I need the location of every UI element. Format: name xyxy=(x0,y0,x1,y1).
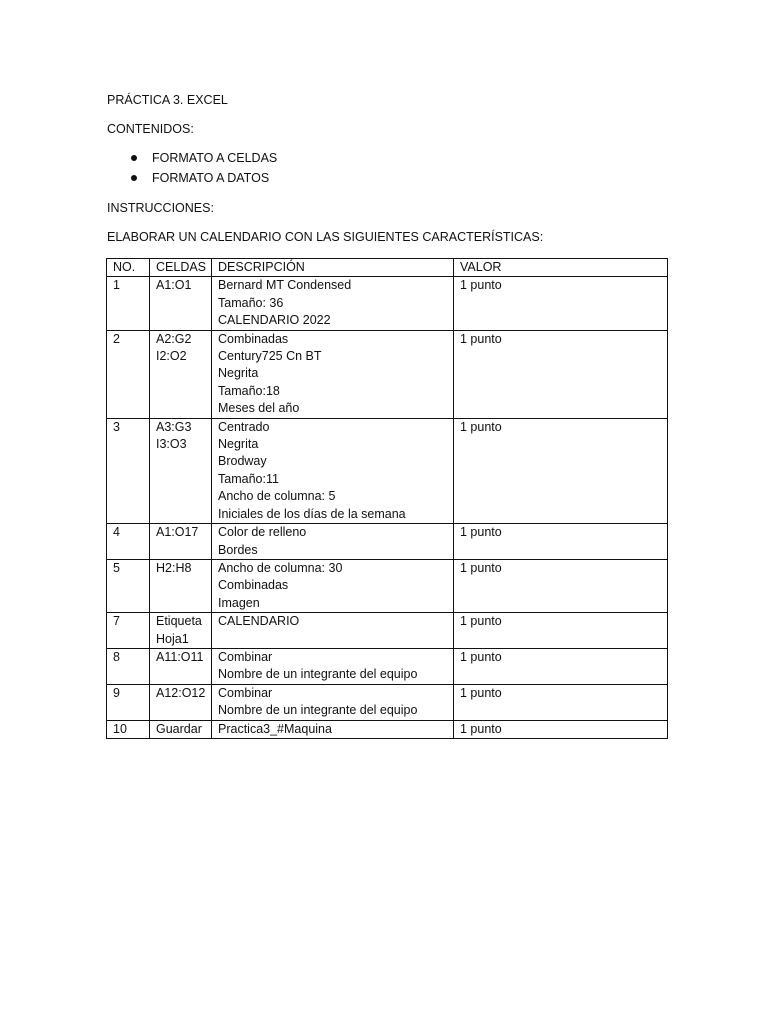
description-cell xyxy=(212,330,454,418)
document-title: PRÁCTICA 3. EXCEL xyxy=(107,93,228,107)
cell-range-cell xyxy=(150,613,212,649)
description-line: Centrado xyxy=(218,419,270,434)
cell-range-line: A1:O1 xyxy=(156,278,192,293)
cell-range-line: Hoja1 xyxy=(156,631,189,646)
value-cell: 1 punto xyxy=(454,418,668,523)
row-number-cell: 8 xyxy=(107,648,150,684)
cell-range-cell xyxy=(150,684,212,720)
description-line: Tamaño:18 xyxy=(218,383,280,398)
instructions-heading: INSTRUCCIONES: xyxy=(107,201,214,215)
description-line: Ancho de columna: 30 xyxy=(218,560,343,575)
cell-range-cell xyxy=(150,524,212,560)
cell-range-line: A3:G3 xyxy=(156,419,192,434)
description-cell xyxy=(212,277,454,330)
value-cell: 1 punto xyxy=(454,559,668,612)
table-row xyxy=(107,648,668,684)
description-line: Bernard MT Condensed xyxy=(218,278,352,293)
cell-range-line: A1:O17 xyxy=(156,525,199,540)
cell-range-line: I3:O3 xyxy=(156,437,187,452)
table-row xyxy=(107,613,668,649)
row-number-cell: 10 xyxy=(107,720,150,738)
cell-range-cell xyxy=(150,720,212,738)
cell-range-cell xyxy=(150,559,212,612)
cell-range-line: A12:O12 xyxy=(156,685,206,700)
cell-range-cell xyxy=(150,277,212,330)
row-number-cell: 5 xyxy=(107,559,150,612)
table-row xyxy=(107,720,668,738)
description-line: Negrita xyxy=(218,437,259,452)
table-row xyxy=(107,524,668,560)
column-header-cells: CELDAS xyxy=(150,259,212,277)
row-number-cell: 1 xyxy=(107,277,150,330)
table-row xyxy=(107,330,668,418)
cell-range-cell xyxy=(150,418,212,523)
value-cell: 1 punto xyxy=(454,720,668,738)
row-number-cell: 2 xyxy=(107,330,150,418)
bullet-icon xyxy=(131,155,137,161)
value-cell: 1 punto xyxy=(454,277,668,330)
value-cell: 1 punto xyxy=(454,613,668,649)
description-line: Brodway xyxy=(218,454,267,469)
description-line: Nombre de un integrante del equipo xyxy=(218,703,418,718)
column-header-description: DESCRIPCIÓN xyxy=(212,259,454,277)
description-line: Iniciales de los días de la semana xyxy=(218,506,406,521)
description-line: Combinadas xyxy=(218,578,289,593)
description-line: Meses del año xyxy=(218,401,300,416)
table-row xyxy=(107,559,668,612)
column-header-no: NO. xyxy=(107,259,150,277)
row-number-cell: 7 xyxy=(107,613,150,649)
bullet-icon xyxy=(131,175,137,181)
row-number-cell: 9 xyxy=(107,684,150,720)
description-line: Practica3_#Maquina xyxy=(218,721,332,736)
description-line: Ancho de columna: 5 xyxy=(218,489,336,504)
description-line: Century725 Cn BT xyxy=(218,349,322,364)
cell-range-line: A2:G2 xyxy=(156,331,192,346)
cell-range-cell xyxy=(150,648,212,684)
value-cell: 1 punto xyxy=(454,330,668,418)
requirements-table xyxy=(106,258,668,739)
contents-heading: CONTENIDOS: xyxy=(107,122,194,136)
value-cell: 1 punto xyxy=(454,524,668,560)
value-cell: 1 punto xyxy=(454,648,668,684)
task-statement: ELABORAR UN CALENDARIO CON LAS SIGUIENTES CARACTERÍSTICAS: xyxy=(107,230,544,244)
cell-range-line: Guardar xyxy=(156,721,202,736)
description-cell xyxy=(212,524,454,560)
contents-list xyxy=(107,150,277,190)
cell-range-line: H2:H8 xyxy=(156,560,192,575)
description-cell xyxy=(212,648,454,684)
description-line: Nombre de un integrante del equipo xyxy=(218,667,418,682)
table-row xyxy=(107,277,668,330)
description-line: Combinadas xyxy=(218,331,289,346)
table-row xyxy=(107,684,668,720)
value-cell: 1 punto xyxy=(454,684,668,720)
description-line: Tamaño:11 xyxy=(218,471,279,486)
description-cell xyxy=(212,559,454,612)
requirements-table-body xyxy=(107,277,668,739)
cell-range-cell xyxy=(150,330,212,418)
description-cell xyxy=(212,613,454,649)
description-line: Imagen xyxy=(218,595,260,610)
cell-range-line: I2:O2 xyxy=(156,349,187,364)
row-number-cell: 3 xyxy=(107,418,150,523)
description-line: Color de relleno xyxy=(218,525,307,540)
description-line: Combinar xyxy=(218,649,273,664)
description-line: Bordes xyxy=(218,542,258,557)
description-line: Tamaño: 36 xyxy=(218,295,284,310)
list-item: FORMATO A CELDAS xyxy=(107,150,277,170)
cell-range-line: A11:O11 xyxy=(156,649,204,664)
row-number-cell: 4 xyxy=(107,524,150,560)
description-line: Combinar xyxy=(218,685,273,700)
list-item: FORMATO A DATOS xyxy=(107,170,277,190)
description-cell xyxy=(212,418,454,523)
description-line: CALENDARIO 2022 xyxy=(218,313,331,328)
cell-range-line: Etiqueta xyxy=(156,614,202,629)
description-line: Negrita xyxy=(218,366,259,381)
column-header-value: VALOR xyxy=(454,259,668,277)
description-cell xyxy=(212,720,454,738)
description-line: CALENDARIO xyxy=(218,614,300,629)
table-header-row xyxy=(107,259,668,277)
description-cell xyxy=(212,684,454,720)
table-row xyxy=(107,418,668,523)
